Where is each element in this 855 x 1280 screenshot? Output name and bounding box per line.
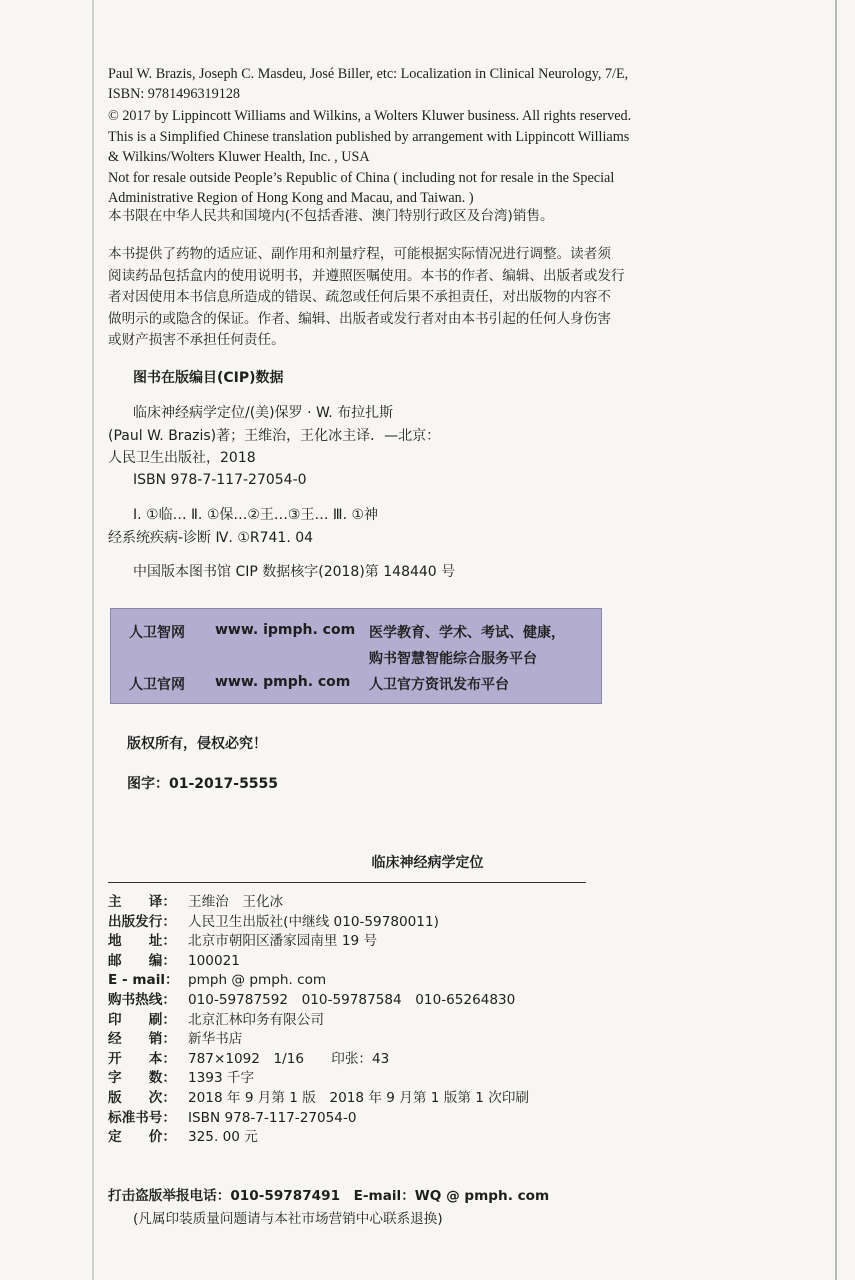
cip-line: Ⅰ. ①临… Ⅱ. ①保…②王…③王… Ⅲ. ①神 bbox=[133, 507, 379, 523]
cip-line: 人民卫生出版社，2018 bbox=[108, 450, 256, 466]
info-row bbox=[108, 1089, 529, 1109]
disclaimer-line: 阅读药品包括盒内的使用说明书，并遵照医嘱使用。本书的作者、编辑、出版者或发行 bbox=[108, 268, 625, 284]
cip-number: 中国版本图书馆 CIP 数据核字(2018)第 148440 号 bbox=[133, 564, 456, 580]
copyright-line: Not for resale outside People’s Republic of China ( including not for resale in the Special bbox=[108, 170, 615, 186]
website-info-box bbox=[110, 608, 602, 704]
info-value: 787×1092 1/16 印张：43 bbox=[188, 1050, 390, 1067]
info-label: 定 价： bbox=[108, 1129, 176, 1146]
ipmph-name: 人卫智网 bbox=[129, 625, 185, 641]
info-value: 325. 00 元 bbox=[188, 1129, 258, 1146]
copyright-line: ISBN: 9781496319128 bbox=[108, 86, 241, 102]
email-value[interactable]: pmph @ pmph. com bbox=[188, 972, 327, 989]
info-row bbox=[108, 1011, 529, 1031]
info-value: 北京汇林印务有限公司 bbox=[188, 1011, 324, 1028]
info-value: 人民卫生出版社(中继线 010-59780011) bbox=[188, 913, 439, 930]
info-row bbox=[108, 913, 529, 933]
info-row bbox=[108, 1050, 529, 1070]
info-label: 出版发行： bbox=[108, 913, 176, 930]
left-edge-line bbox=[92, 0, 94, 1280]
info-row bbox=[108, 991, 529, 1011]
info-row bbox=[108, 971, 529, 991]
title-divider bbox=[108, 882, 586, 883]
cip-line: 经系统疾病-诊断 Ⅳ. ①R741. 04 bbox=[108, 530, 314, 546]
info-label: 字 数： bbox=[108, 1070, 176, 1087]
info-row bbox=[108, 952, 529, 972]
copyright-line: Paul W. Brazis, Joseph C. Masdeu, José Biller, etc: Localization in Clinical Neurology, 7/E, bbox=[108, 66, 629, 82]
info-row bbox=[108, 1069, 529, 1089]
disclaimer-line: 者对因使用本书信息所造成的错误、疏忽或任何后果不承担责任，对出版物的内容不 bbox=[108, 289, 611, 305]
info-label: 开 本： bbox=[108, 1050, 176, 1067]
info-label: 印 刷： bbox=[108, 1011, 176, 1028]
copyright-line: © 2017 by Lippincott Williams and Wilkins, a Wolters Kluwer business. All rights reserved. bbox=[108, 108, 632, 124]
publication-info bbox=[108, 893, 529, 1148]
info-value: 北京市朝阳区潘家园南里 19 号 bbox=[188, 933, 378, 950]
disclaimer-line: 本书提供了药物的适应证、副作用和剂量疗程，可能根据实际情况进行调整。读者须 bbox=[108, 246, 611, 262]
quality-notice: (凡属印装质量问题请与本社市场营销中心联系退换) bbox=[133, 1211, 443, 1227]
info-label: 购书热线： bbox=[108, 991, 176, 1008]
info-value: 1393 千字 bbox=[188, 1070, 255, 1087]
sales-region-note: 本书限在中华人民共和国境内(不包括香港、澳门特别行政区及台湾)销售。 bbox=[108, 208, 554, 224]
ipmph-desc: 医学教育、学术、考试、健康， bbox=[369, 625, 565, 641]
info-row bbox=[108, 1109, 529, 1129]
pmph-desc: 人卫官方资讯发布平台 bbox=[369, 677, 509, 693]
ipmph-url[interactable]: www. ipmph. com bbox=[215, 622, 356, 638]
info-value: 010-59787592 010-59787584 010-65264830 bbox=[188, 991, 516, 1008]
copyright-line: This is a Simplified Chinese translation published by arrangement with Lippincott Williams bbox=[108, 129, 630, 145]
pmph-url[interactable]: www. pmph. com bbox=[215, 674, 351, 690]
disclaimer-line: 或财产损害不承担任何责任。 bbox=[108, 332, 285, 348]
info-label: 主 译： bbox=[108, 894, 176, 910]
cip-line: 临床神经病学定位/(美)保罗 · W. 布拉扎斯 bbox=[133, 405, 394, 421]
info-row bbox=[108, 1030, 529, 1050]
cip-title: 图书在版编目(CIP)数据 bbox=[133, 370, 284, 386]
info-value: ISBN 978-7-117-27054-0 bbox=[188, 1109, 357, 1126]
piracy-hotline: 打击盗版举报电话：010-59787491 E-mail：WQ @ pmph. com bbox=[108, 1188, 550, 1204]
info-label: 邮 编： bbox=[108, 952, 176, 969]
info-row bbox=[108, 1128, 529, 1148]
info-value: 王维治 王化冰 bbox=[188, 894, 284, 910]
info-label: 经 销： bbox=[108, 1031, 176, 1048]
info-row bbox=[108, 932, 529, 952]
info-value: 新华书店 bbox=[188, 1031, 243, 1048]
disclaimer-line: 做明示的或隐含的保证。作者、编辑、出版者或发行者对由本书引起的任何人身伤害 bbox=[108, 311, 611, 327]
book-title: 临床神经病学定位 bbox=[371, 855, 484, 871]
copyright-line: & Wilkins/Wolters Kluwer Health, Inc. , USA bbox=[108, 149, 370, 165]
cip-line: (Paul W. Brazis)著；王维治，王化冰主译．—北京： bbox=[108, 428, 441, 444]
info-value: 100021 bbox=[188, 952, 240, 969]
ipmph-desc-2: 购书智慧智能综合服务平台 bbox=[369, 651, 537, 667]
info-value: 2018 年 9 月第 1 版 2018 年 9 月第 1 版第 1 次印刷 bbox=[188, 1089, 530, 1106]
copyright-line: Administrative Region of Hong Kong and Macau, and Taiwan. ) bbox=[108, 190, 474, 206]
rights-notice: 版权所有，侵权必究！ bbox=[127, 736, 267, 752]
pmph-name: 人卫官网 bbox=[129, 677, 185, 693]
info-label: 版 次： bbox=[108, 1089, 176, 1106]
info-label: E - mail： bbox=[108, 972, 179, 989]
info-row bbox=[108, 893, 529, 913]
right-edge-line bbox=[835, 0, 837, 1280]
info-label: 标准书号： bbox=[108, 1109, 176, 1126]
tuzi-number: 图字：01-2017-5555 bbox=[127, 776, 279, 792]
info-label: 地 址： bbox=[108, 933, 176, 950]
cip-line: ISBN 978-7-117-27054-0 bbox=[133, 472, 307, 488]
